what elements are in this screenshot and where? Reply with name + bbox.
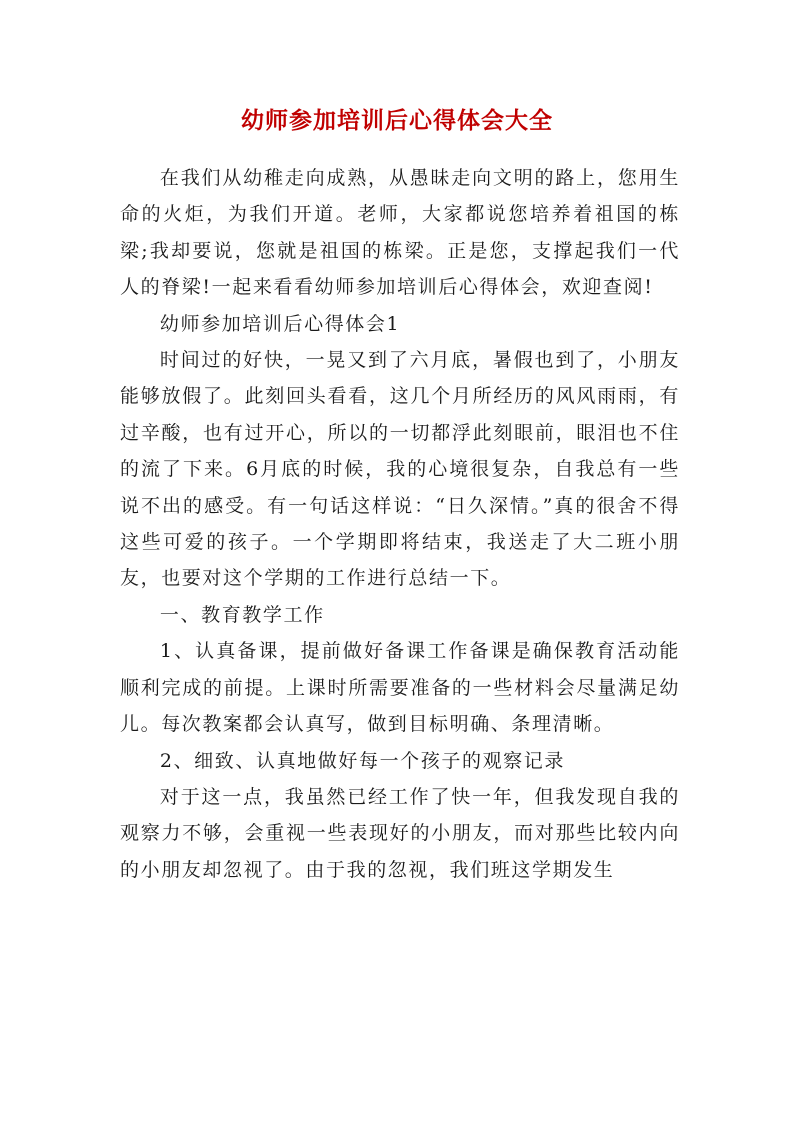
body-paragraph-3: 对于这一点，我虽然已经工作了快一年，但我发现自我的观察力不够，会重视一些表现好的小朋友，而对那些比较内向的小朋友却忽视了。由于我的忽视，我们班这学期发生 [120,785,680,881]
body-paragraph-2: 1、认真备课，提前做好备课工作备课是确保教育活动能顺利完成的前提。上课时所需要准备的一些材料会尽量满足幼儿。每次教案都会认真写，做到目标明确、条理清晰。 [120,640,680,736]
intro-paragraph: 在我们从幼稚走向成熟，从愚昧走向文明的路上，您用生命的火炬，为我们开道。老师，大家都说您培养着祖国的栋梁;我却要说，您就是祖国的栋梁。正是您，支撑起我们一代人的脊梁!一起来看看幼师参加培训后心得体会，欢迎查阅! [120,167,680,299]
section-heading-1: 幼师参加培训后心得体会1 [159,312,401,335]
body-paragraph-1: 时间过的好快，一晃又到了六月底，暑假也到了，小朋友能够放假了。此刻回头看看，这几个月所经历的风风雨雨，有过辛酸，也有过开心，所以的一切都浮此刻眼前，眼泪也不住的流了下来。6月底的时候，我的心境很复杂，自我总有一些说不出的感受。有一句话这样说：“日久深情。”真的很舍不得这些可爱的孩子。一个学期即将结束，我送走了大二班小朋友，也要对这个学期的工作进行总结一下。 [120,349,680,590]
document-body [120,160,680,888]
subheading-teaching-work: 一、教育教学工作 [159,603,325,626]
subheading-observation-records: 2、细致、认真地做好每一个孩子的观察记录 [159,749,565,772]
document-title: 幼师参加培训后心得体会大全 [241,107,553,134]
